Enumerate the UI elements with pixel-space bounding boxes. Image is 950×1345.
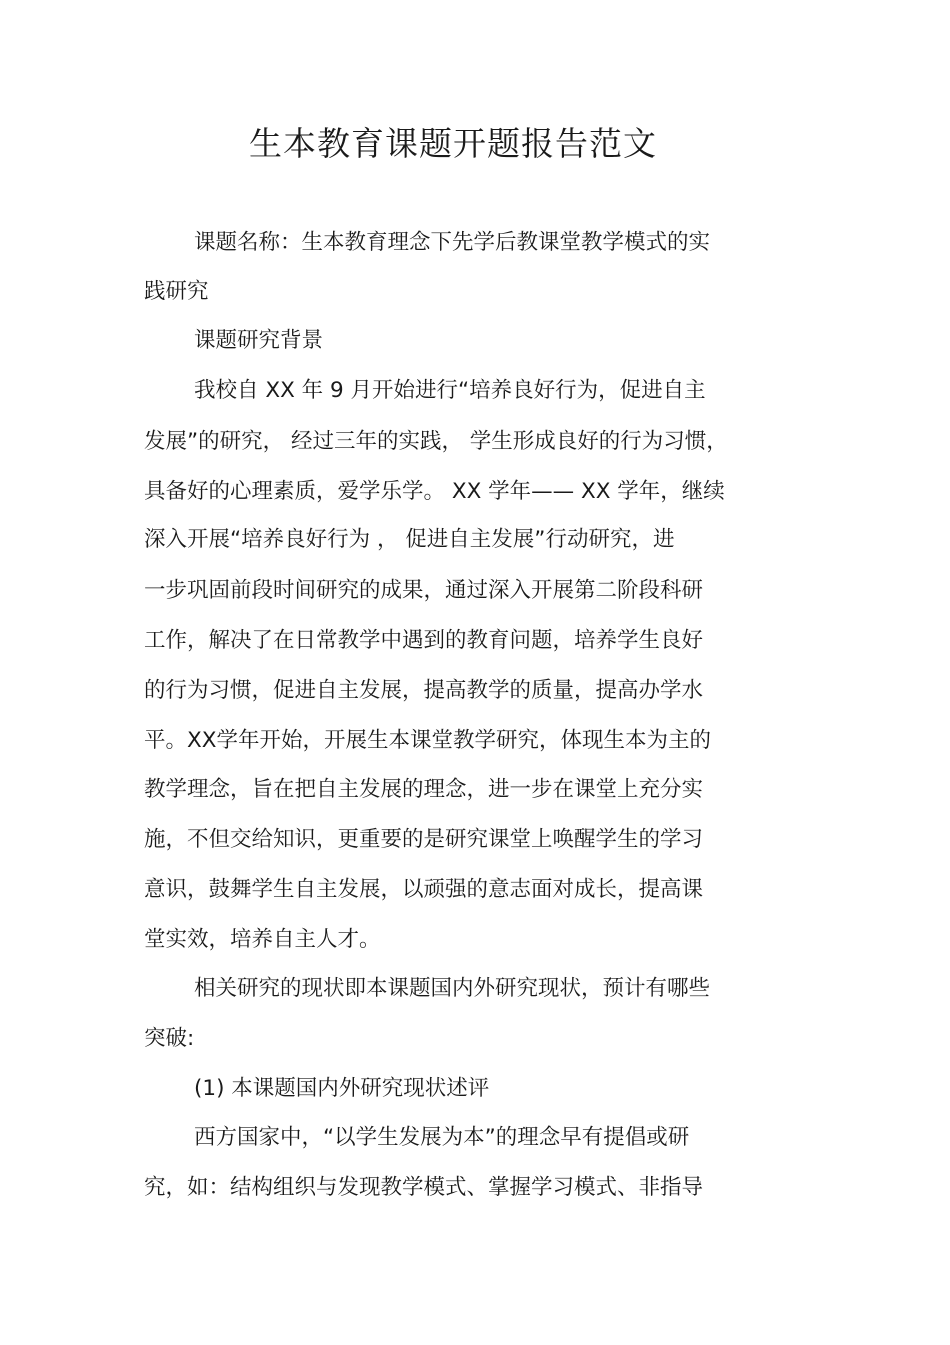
- document-title: 生本教育课题开题报告范文: [249, 124, 657, 163]
- paragraph-line: 相关研究的现状即本课题国内外研究现状，预计有哪些: [194, 976, 711, 1001]
- paragraph-line: 工作，解决了在日常教学中遇到的教育问题，培养学生良好: [144, 628, 704, 653]
- paragraph-line: 堂实效，培养自主人才。: [144, 927, 381, 952]
- paragraph-line: 平。XX学年开始，开展生本课堂教学研究，体现生本为主的: [144, 728, 711, 753]
- section-heading-background: 课题研究背景: [194, 328, 324, 353]
- paragraph-line: 一步巩固前段时间研究的成果，通过深入开展第二阶段科研: [144, 578, 704, 603]
- paragraph-line: 我校自 XX 年 9 月开始进行“培养良好行为，促进自主: [194, 378, 706, 403]
- paragraph-line: 具备好的心理素质，爱学乐学。 XX 学年—— XX 学年，继续: [144, 479, 725, 504]
- topic-name-line-1: 课题名称：生本教育理念下先学后教课堂教学模式的实: [194, 230, 711, 255]
- paragraph-line: 的行为习惯，促进自主发展，提高教学的质量，提高办学水: [144, 678, 704, 703]
- paragraph-line: 教学理念，旨在把自主发展的理念，进一步在课堂上充分实: [144, 777, 704, 802]
- paragraph-line: 突破:: [144, 1026, 195, 1051]
- topic-name-line-2: 践研究: [144, 279, 209, 304]
- paragraph-line: 西方国家中，“以学生发展为本”的理念早有提倡或研: [194, 1125, 690, 1150]
- paragraph-line: 深入开展“培养良好行为 ， 促进自主发展”行动研究，进: [144, 527, 675, 552]
- paragraph-line: 施，不但交给知识，更重要的是研究课堂上唤醒学生的学习: [144, 827, 704, 852]
- paragraph-line: 意识，鼓舞学生自主发展，以顽强的意志面对成长，提高课: [144, 877, 704, 902]
- subsection-heading: (1) 本课题国内外研究现状述评: [194, 1076, 490, 1101]
- paragraph-line: 究，如：结构组织与发现教学模式、掌握学习模式、非指导: [144, 1175, 704, 1200]
- paragraph-line: 发展”的研究， 经过三年的实践， 学生形成良好的行为习惯，: [144, 429, 728, 454]
